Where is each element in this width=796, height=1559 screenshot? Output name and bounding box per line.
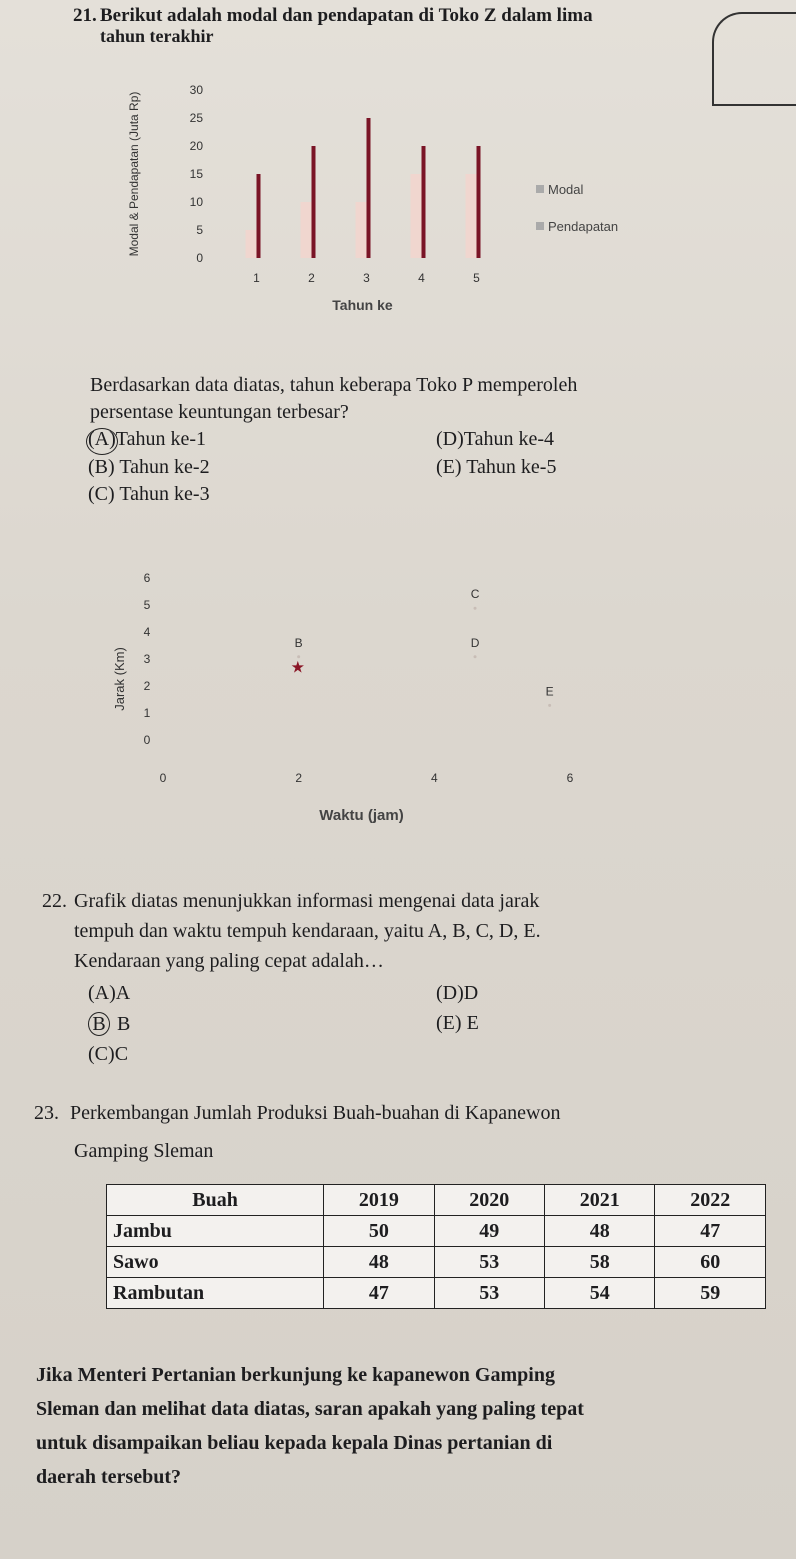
q23-question-line4: daerah tersebut? xyxy=(36,1466,181,1488)
point-marker-e xyxy=(548,704,551,707)
x-tick-label: 3 xyxy=(363,271,370,285)
bar-chart xyxy=(110,70,670,330)
point-label-e: E xyxy=(545,684,554,699)
y-axis-label: Jarak (Km) xyxy=(112,647,127,711)
q21-question-line2: persentase keuntungan terbesar? xyxy=(90,401,349,423)
y-tick-label: 20 xyxy=(189,139,203,153)
modal-bar xyxy=(466,174,477,258)
q21-option-a-mark: A xyxy=(94,428,110,450)
x-tick-label: 0 xyxy=(159,771,167,785)
x-tick-label: 2 xyxy=(308,271,315,285)
modal-bar xyxy=(356,202,367,258)
q21-option-d-label: Tahun ke-4 xyxy=(463,428,555,450)
table-cell: 58 xyxy=(545,1247,655,1278)
y-tick-label: 5 xyxy=(196,223,203,237)
q22-line1: Grafik diatas menunjukkan informasi mengenai data jarak xyxy=(74,890,540,912)
q22-number: 22. xyxy=(42,890,67,912)
point-label-b: B xyxy=(294,635,303,650)
x-tick-label: 1 xyxy=(253,271,260,285)
q22-line3: Kendaraan yang paling cepat adalah… xyxy=(74,950,384,972)
y-tick-label: 25 xyxy=(189,111,203,125)
table-cell: 48 xyxy=(545,1216,655,1247)
page-corner-frame xyxy=(712,12,796,106)
table-cell: 47 xyxy=(655,1216,766,1247)
table-row xyxy=(107,1216,766,1247)
table-cell: 60 xyxy=(655,1247,766,1278)
pendapatan-bar xyxy=(422,146,426,258)
x-axis-label: Tahun ke xyxy=(332,297,393,313)
q21-option-e-letter: E xyxy=(442,456,455,478)
table-cell: 47 xyxy=(324,1278,434,1309)
table-cell: 50 xyxy=(324,1216,434,1247)
q22-option-b-label: B xyxy=(117,1013,131,1035)
q22-option-a-letter: A xyxy=(94,982,110,1004)
table-header-cell: 2021 xyxy=(545,1185,655,1216)
table-cell: 59 xyxy=(655,1278,766,1309)
q21-option-d[interactable]: (D)Tahun ke-4 xyxy=(436,428,555,450)
x-axis-label: Waktu (jam) xyxy=(319,807,404,824)
x-tick-label: 2 xyxy=(295,771,303,785)
table-cell-fruit: Sawo xyxy=(107,1247,324,1278)
q21-option-e[interactable]: (E) Tahun ke-5 xyxy=(436,456,557,478)
q21-question-line1: Berdasarkan data diatas, tahun keberapa Toko P memperoleh xyxy=(90,374,578,396)
y-tick-label: 6 xyxy=(143,571,151,585)
legend-label-pendapatan: Pendapatan xyxy=(548,219,619,234)
table-row xyxy=(107,1247,766,1278)
pendapatan-bar xyxy=(367,118,371,258)
table-cell: 48 xyxy=(324,1247,434,1278)
y-tick-label: 3 xyxy=(143,652,151,666)
point-label-d: D xyxy=(470,635,480,650)
q21-number: 21. xyxy=(73,5,97,26)
modal-bar xyxy=(301,202,312,258)
q21-answer-circle xyxy=(86,428,118,455)
q22-option-c[interactable]: (C)C xyxy=(88,1043,129,1065)
q21-option-a-label: Tahun ke-1 xyxy=(115,428,207,450)
q21-option-b-label: Tahun ke-2 xyxy=(119,456,210,478)
q21-option-e-label: Tahun ke-5 xyxy=(466,456,557,478)
x-tick-label: 4 xyxy=(418,271,425,285)
q21-option-b[interactable]: (B) Tahun ke-2 xyxy=(88,456,210,478)
q21-option-d-letter: D xyxy=(442,428,458,450)
table-header-cell: Buah xyxy=(107,1185,324,1216)
q22-option-b-letter: B xyxy=(88,1012,110,1036)
table-cell: 53 xyxy=(434,1247,544,1278)
legend-swatch-pendapatan xyxy=(536,222,544,230)
q21-option-a[interactable]: (A)Tahun ke-1 xyxy=(88,428,207,450)
y-tick-label: 0 xyxy=(143,733,151,747)
q22-option-c-letter: C xyxy=(94,1043,109,1065)
table-header-row xyxy=(107,1185,766,1216)
table-cell-fruit: Jambu xyxy=(107,1216,324,1247)
y-tick-label: 30 xyxy=(189,83,203,97)
q21-option-c[interactable]: (C) Tahun ke-3 xyxy=(88,483,210,505)
point-marker-a: ★ xyxy=(290,659,306,677)
q22-option-d-letter: D xyxy=(442,982,458,1004)
table-cell: 49 xyxy=(434,1216,544,1247)
table-header-cell: 2020 xyxy=(434,1185,544,1216)
x-tick-label: 6 xyxy=(566,771,574,785)
q21-option-c-letter: C xyxy=(94,483,109,505)
q22-option-b[interactable] xyxy=(88,1012,130,1036)
q23-title-line2: Gamping Sleman xyxy=(74,1140,214,1162)
y-axis-label: Modal & Pendapatan (Juta Rp) xyxy=(127,91,141,257)
table-cell: 53 xyxy=(434,1278,544,1309)
q21-intro-line1: Berikut adalah modal dan pendapatan di Toko Z dalam lima xyxy=(100,5,593,26)
q22-option-a-label: A xyxy=(115,982,131,1004)
legend-label-modal: Modal xyxy=(548,182,584,197)
q21-option-c-label: Tahun ke-3 xyxy=(119,483,210,505)
q22-option-a[interactable]: (A)A xyxy=(88,982,131,1004)
x-tick-label: 4 xyxy=(430,771,438,785)
y-tick-label: 0 xyxy=(196,251,203,265)
x-tick-label: 5 xyxy=(473,271,480,285)
pendapatan-bar xyxy=(257,174,261,258)
point-marker-b xyxy=(297,655,300,658)
y-tick-label: 4 xyxy=(143,625,151,639)
y-tick-label: 15 xyxy=(189,167,203,181)
point-marker-c xyxy=(474,607,477,610)
q22-option-e[interactable]: (E) E xyxy=(436,1012,479,1034)
pendapatan-bar xyxy=(312,146,316,258)
q22-option-c-label: C xyxy=(114,1043,129,1065)
table-header-cell: 2019 xyxy=(324,1185,434,1216)
q23-question-line3: untuk disampaikan beliau kepada kepala Dinas pertanian di xyxy=(36,1432,553,1454)
q22-line2: tempuh dan waktu tempuh kendaraan, yaitu A, B, C, D, E. xyxy=(74,920,541,942)
pendapatan-bar xyxy=(477,146,481,258)
scatter-chart xyxy=(110,555,610,840)
point-label-c: C xyxy=(470,587,480,602)
q23-question xyxy=(36,1358,584,1494)
modal-bar xyxy=(246,230,257,258)
table-cell: 54 xyxy=(545,1278,655,1309)
q23-question-line2: Sleman dan melihat data diatas, saran apakah yang paling tepat xyxy=(36,1398,584,1420)
table-header-cell: 2022 xyxy=(655,1185,766,1216)
q22-option-d-label: D xyxy=(463,982,479,1004)
q22-option-e-letter: E xyxy=(442,1012,455,1034)
y-tick-label: 5 xyxy=(143,598,151,612)
point-marker-d xyxy=(474,655,477,658)
legend-swatch-modal xyxy=(536,185,544,193)
q22-option-e-label: E xyxy=(466,1012,479,1034)
q21-option-b-letter: B xyxy=(94,456,109,478)
table-cell-fruit: Rambutan xyxy=(107,1278,324,1309)
y-tick-label: 10 xyxy=(189,195,203,209)
production-table xyxy=(106,1184,766,1309)
q22-option-d[interactable]: (D)D xyxy=(436,982,479,1004)
y-tick-label: 1 xyxy=(143,706,151,720)
table-row xyxy=(107,1278,766,1309)
q23-question-line1: Jika Menteri Pertanian berkunjung ke kapanewon Gamping xyxy=(36,1364,555,1386)
q21-intro-line2: tahun terakhir xyxy=(100,26,214,46)
q23-title-line1: Perkembangan Jumlah Produksi Buah-buahan di Kapanewon xyxy=(70,1102,561,1124)
y-tick-label: 2 xyxy=(143,679,151,693)
q23-number: 23. xyxy=(34,1102,59,1124)
modal-bar xyxy=(411,174,422,258)
